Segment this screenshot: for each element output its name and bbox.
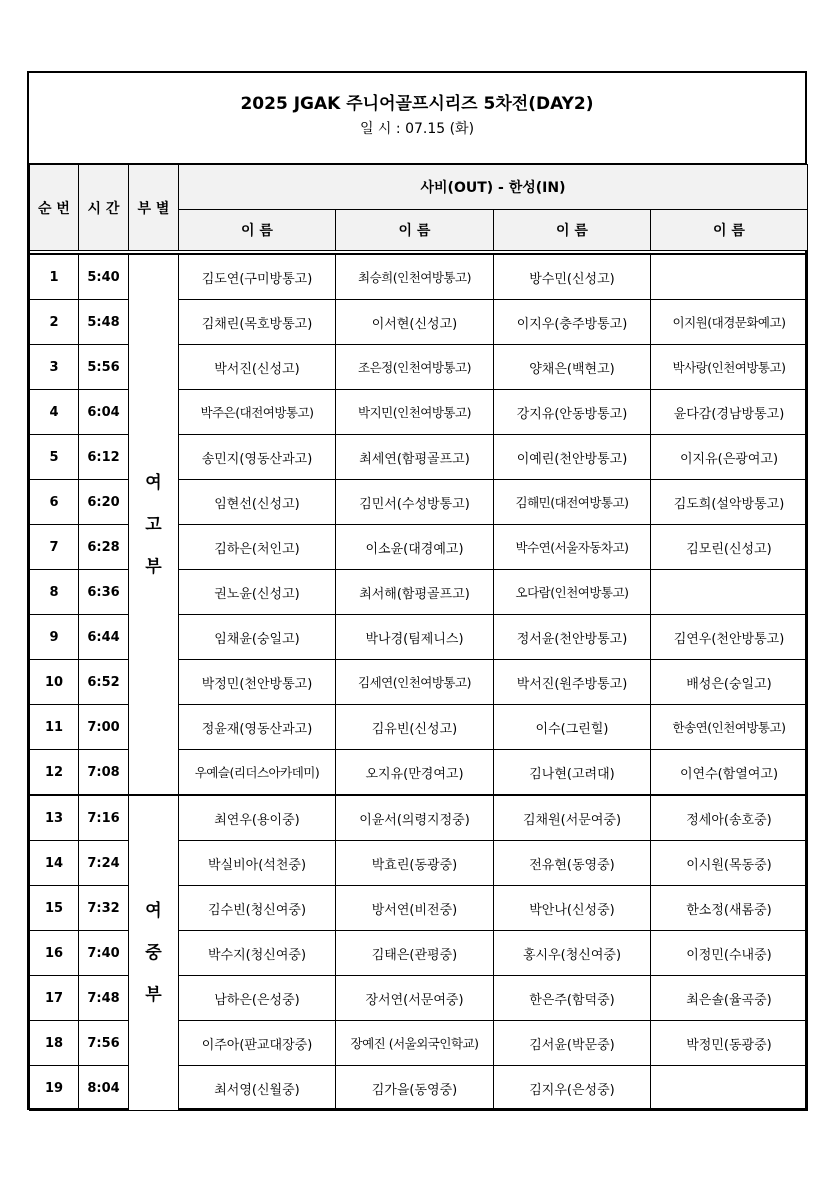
- schedule-sheet: [27, 71, 807, 1110]
- player-cell: 한은주(함덕중): [494, 976, 651, 1021]
- order-cell: 8: [30, 570, 79, 615]
- time-cell: 7:00: [79, 705, 129, 750]
- player-cell: 박지민(인천여방통고): [336, 390, 494, 435]
- player-cell: 이시원(목동중): [651, 841, 808, 886]
- player-cell: 김채원(서문여중): [494, 795, 651, 841]
- player-cell: 최세연(함평골프고): [336, 435, 494, 480]
- time-cell: 7:24: [79, 841, 129, 886]
- order-cell: 10: [30, 660, 79, 705]
- player-cell: 김지우(은성중): [494, 1066, 651, 1111]
- document-title: 2025 JGAK 주니어골프시리즈 5차전(DAY2): [240, 94, 594, 114]
- time-cell: 6:04: [79, 390, 129, 435]
- player-cell: 우예슬(리더스아카데미): [179, 750, 336, 796]
- player-cell: 이지우(충주방통고): [494, 300, 651, 345]
- table-row: [30, 254, 808, 300]
- player-cell: 김도연(구미방통고): [179, 254, 336, 300]
- player-cell: 김태은(관평중): [336, 931, 494, 976]
- player-cell: 박정민(천안방통고): [179, 660, 336, 705]
- player-cell: 임현선(신성고): [179, 480, 336, 525]
- time-cell: 6:44: [79, 615, 129, 660]
- player-cell: 박서진(원주방통고): [494, 660, 651, 705]
- title-block: [29, 73, 805, 164]
- player-cell: 박안나(신성중): [494, 886, 651, 931]
- time-cell: 6:28: [79, 525, 129, 570]
- division-girls-high: [129, 254, 179, 795]
- header-name-4: 이 름: [651, 210, 808, 251]
- player-cell: 김수빈(청신여중): [179, 886, 336, 931]
- player-cell: 박사랑(인천여방통고): [651, 345, 808, 390]
- player-cell: 박서진(신성고): [179, 345, 336, 390]
- player-cell: 전유현(동영중): [494, 841, 651, 886]
- player-cell: 이연수(함열여고): [651, 750, 808, 796]
- order-cell: 4: [30, 390, 79, 435]
- time-cell: 5:40: [79, 254, 129, 300]
- player-cell: 김하은(처인고): [179, 525, 336, 570]
- player-cell: 조은정(인천여방통고): [336, 345, 494, 390]
- header-time: 시 간: [79, 165, 129, 251]
- player-cell: 방서연(비전중): [336, 886, 494, 931]
- order-cell: 11: [30, 705, 79, 750]
- player-cell: 박실비아(석천중): [179, 841, 336, 886]
- player-cell: 정윤재(영동산과고): [179, 705, 336, 750]
- time-cell: 6:12: [79, 435, 129, 480]
- player-cell: 이정민(수내중): [651, 931, 808, 976]
- player-cell: 남하은(은성중): [179, 976, 336, 1021]
- order-cell: 1: [30, 254, 79, 300]
- division-char: 부: [145, 985, 162, 1005]
- order-cell: 12: [30, 750, 79, 796]
- order-cell: 3: [30, 345, 79, 390]
- division-char: 중: [145, 943, 162, 963]
- player-cell: 이윤서(의령지정중): [336, 795, 494, 841]
- header-name-1: 이 름: [179, 210, 336, 251]
- player-cell: 양채은(백현고): [494, 345, 651, 390]
- player-cell: 김채린(목호방통고): [179, 300, 336, 345]
- player-cell: 이서현(신성고): [336, 300, 494, 345]
- time-cell: 7:48: [79, 976, 129, 1021]
- division-girls-middle: [129, 795, 179, 1111]
- tee-time-table: [29, 164, 808, 1111]
- player-cell: 최서영(신월중): [179, 1066, 336, 1111]
- player-cell: 방수민(신성고): [494, 254, 651, 300]
- time-cell: 5:56: [79, 345, 129, 390]
- player-cell: 김가을(동영중): [336, 1066, 494, 1111]
- order-cell: 5: [30, 435, 79, 480]
- player-cell: 김서윤(박문중): [494, 1021, 651, 1066]
- time-cell: 7:08: [79, 750, 129, 796]
- order-cell: 16: [30, 931, 79, 976]
- player-cell: 최연우(용이중): [179, 795, 336, 841]
- time-cell: 6:36: [79, 570, 129, 615]
- player-cell: 임채윤(숭일고): [179, 615, 336, 660]
- player-cell: 윤다감(경남방통고): [651, 390, 808, 435]
- player-cell: 한소정(새롬중): [651, 886, 808, 931]
- player-cell: 박나경(팀제니스): [336, 615, 494, 660]
- header-name-2: 이 름: [336, 210, 494, 251]
- time-cell: 7:16: [79, 795, 129, 841]
- player-cell: 박수지(청신여중): [179, 931, 336, 976]
- player-cell: 장서연(서문여중): [336, 976, 494, 1021]
- player-cell: 김연우(천안방통고): [651, 615, 808, 660]
- document-date: 일 시 : 07.15 (화): [359, 121, 475, 137]
- player-cell: 박수연(서울자동차고): [494, 525, 651, 570]
- time-cell: 5:48: [79, 300, 129, 345]
- player-cell: 홍시우(청신여중): [494, 931, 651, 976]
- player-cell: 최은솔(율곡중): [651, 976, 808, 1021]
- division-char: 여: [145, 901, 162, 921]
- division-char: 여: [145, 472, 162, 493]
- player-cell: 정서윤(천안방통고): [494, 615, 651, 660]
- player-cell: 박주은(대전여방통고): [179, 390, 336, 435]
- order-cell: 2: [30, 300, 79, 345]
- player-cell: 배성은(숭일고): [651, 660, 808, 705]
- player-cell: 최서해(함평골프고): [336, 570, 494, 615]
- header-course: 사비(OUT) - 한성(IN): [179, 165, 808, 210]
- time-cell: 7:56: [79, 1021, 129, 1066]
- player-cell: 이지원(대경문화예고): [651, 300, 808, 345]
- order-cell: 6: [30, 480, 79, 525]
- player-cell: 김유빈(신성고): [336, 705, 494, 750]
- player-cell: 송민지(영동산과고): [179, 435, 336, 480]
- order-cell: 17: [30, 976, 79, 1021]
- time-cell: 6:52: [79, 660, 129, 705]
- time-cell: 6:20: [79, 480, 129, 525]
- time-cell: 7:40: [79, 931, 129, 976]
- division-char: 부: [145, 556, 162, 577]
- order-cell: 19: [30, 1066, 79, 1111]
- player-cell: 한송연(인천여방통고): [651, 705, 808, 750]
- order-cell: 9: [30, 615, 79, 660]
- table-row: [30, 795, 808, 841]
- order-cell: 18: [30, 1021, 79, 1066]
- player-cell: 김민서(수성방통고): [336, 480, 494, 525]
- player-cell: 이수(그린힐): [494, 705, 651, 750]
- player-cell: 강지유(안동방통고): [494, 390, 651, 435]
- player-cell: 김해민(대전여방통고): [494, 480, 651, 525]
- player-cell: 장예진 (서울외국인학교): [336, 1021, 494, 1066]
- player-cell: 오다람(인천여방통고): [494, 570, 651, 615]
- player-cell: 김나현(고려대): [494, 750, 651, 796]
- player-cell: 박효린(동광중): [336, 841, 494, 886]
- player-cell: 최승희(인천여방통고): [336, 254, 494, 300]
- player-cell: 이지유(은광여고): [651, 435, 808, 480]
- order-cell: 7: [30, 525, 79, 570]
- player-cell: [651, 254, 808, 300]
- player-cell: 정세아(송호중): [651, 795, 808, 841]
- player-cell: 이주아(판교대장중): [179, 1021, 336, 1066]
- player-cell: 이소윤(대경예고): [336, 525, 494, 570]
- player-cell: 권노윤(신성고): [179, 570, 336, 615]
- time-cell: 7:32: [79, 886, 129, 931]
- player-cell: 김모린(신성고): [651, 525, 808, 570]
- player-cell: 김도희(설악방통고): [651, 480, 808, 525]
- player-cell: 박정민(동광중): [651, 1021, 808, 1066]
- player-cell: 오지유(만경여고): [336, 750, 494, 796]
- division-char: 고: [145, 514, 162, 535]
- order-cell: 13: [30, 795, 79, 841]
- order-cell: 14: [30, 841, 79, 886]
- header-order: 순 번: [30, 165, 79, 251]
- player-cell: [651, 570, 808, 615]
- player-cell: 이예린(천안방통고): [494, 435, 651, 480]
- order-cell: 15: [30, 886, 79, 931]
- player-cell: [651, 1066, 808, 1111]
- header-name-3: 이 름: [494, 210, 651, 251]
- player-cell: 김세연(인천여방통고): [336, 660, 494, 705]
- header-division: 부 별: [129, 165, 179, 251]
- time-cell: 8:04: [79, 1066, 129, 1111]
